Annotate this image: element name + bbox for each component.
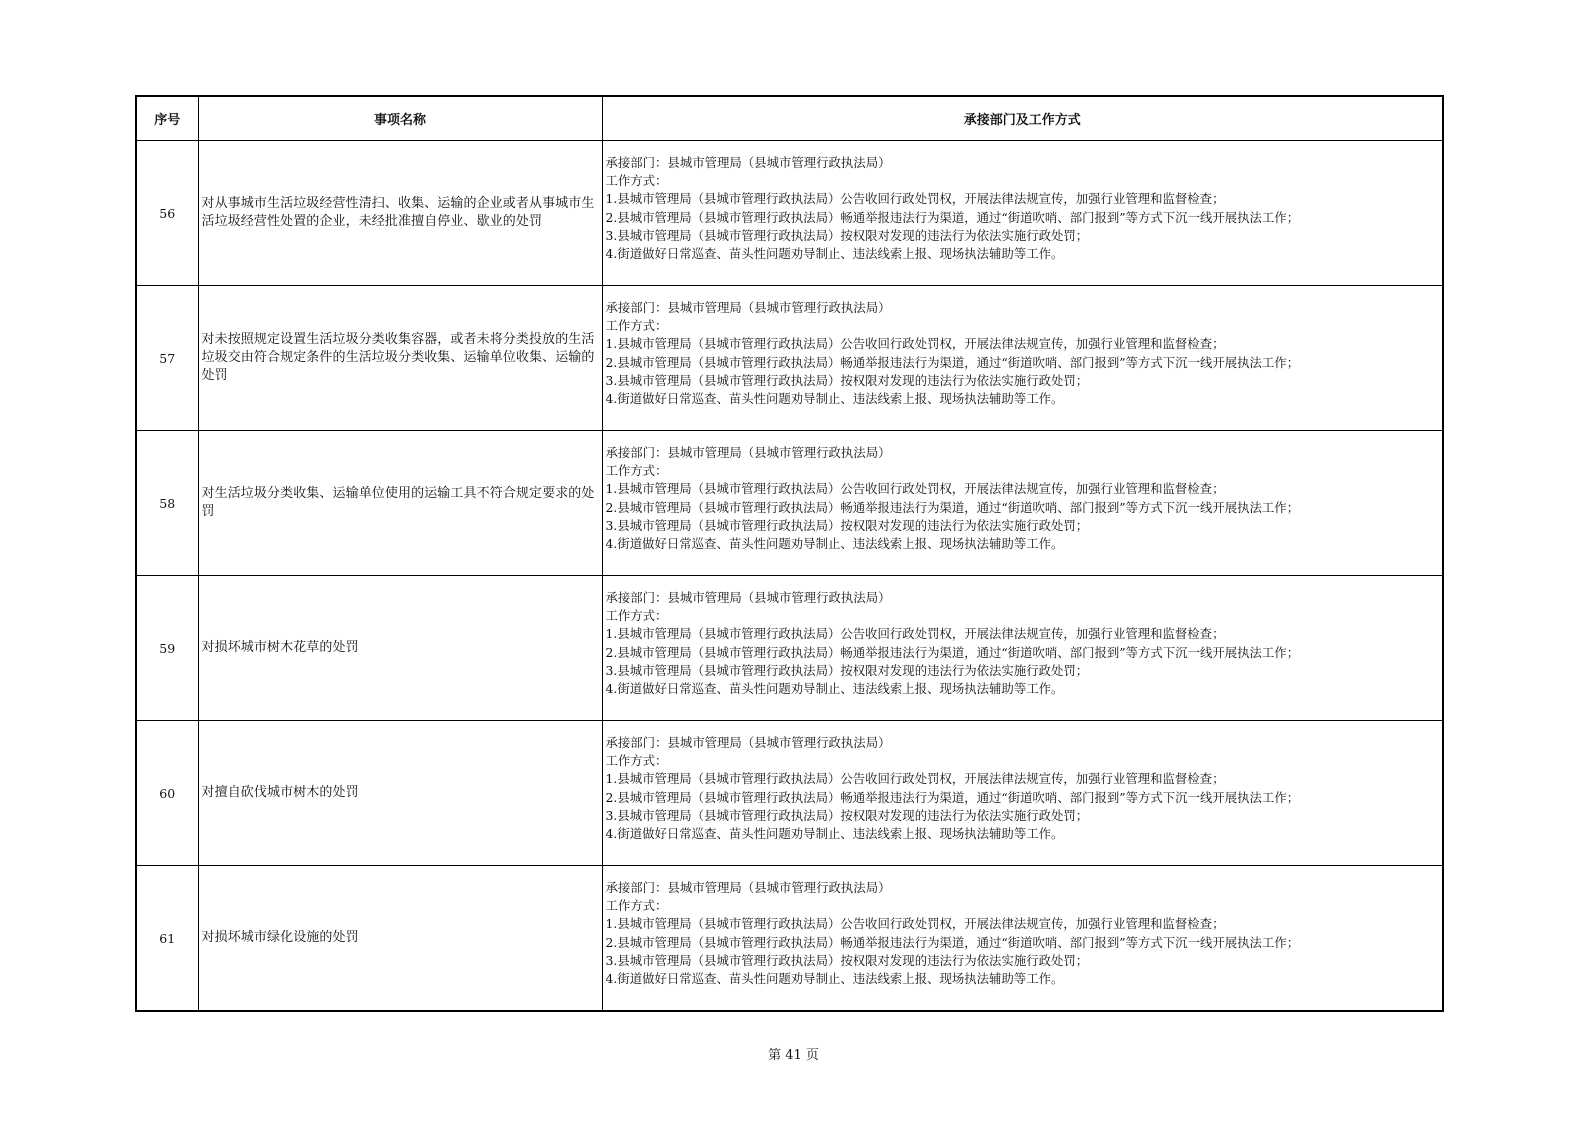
row-item-name: 对生活垃圾分类收集、运输单位使用的运输工具不符合规定要求的处罚 [198,431,602,576]
department-method-line: 承接部门：县城市管理局（县城市管理行政执法局） [605,880,891,895]
department-method-line: 2.县城市管理局（县城市管理行政执法局）畅通举报违法行为渠道，通过“街道吹哨、部门报到”等方式下沉一线开展执法工作； [605,934,1300,950]
table-body [136,141,1443,1012]
header-item-name: 事项名称 [198,96,602,141]
row-serial-number: 59 [136,576,198,721]
department-method-line: 3.县城市管理局（县城市管理行政执法局）按权限对发现的违法行为依法实施行政处罚； [605,952,1089,968]
department-method-line: 4.街道做好日常巡查、苗头性问题劝导制止、违法线索上报、现场执法辅助等工作。 [605,971,1064,987]
row-department-method [602,141,1443,286]
row-department-method [602,721,1443,866]
department-method-line: 1.县城市管理局（县城市管理行政执法局）公告收回行政处罚权，开展法律法规宣传，加强行业管理和监督检查； [605,336,1225,352]
department-method-line: 承接部门：县城市管理局（县城市管理行政执法局） [605,300,891,315]
department-method-line: 3.县城市管理局（县城市管理行政执法局）按权限对发现的违法行为依法实施行政处罚； [605,662,1089,678]
department-method-line: 承接部门：县城市管理局（县城市管理行政执法局） [605,445,891,460]
department-method-line: 2.县城市管理局（县城市管理行政执法局）畅通举报违法行为渠道，通过“街道吹哨、部门报到”等方式下沉一线开展执法工作； [605,644,1300,660]
row-serial-number: 61 [136,866,198,1012]
table-row [136,286,1443,431]
department-method-line: 2.县城市管理局（县城市管理行政执法局）畅通举报违法行为渠道，通过“街道吹哨、部门报到”等方式下沉一线开展执法工作； [605,209,1300,225]
row-department-method [602,866,1443,1012]
row-department-method [602,286,1443,431]
department-method-line: 3.县城市管理局（县城市管理行政执法局）按权限对发现的违法行为依法实施行政处罚； [605,807,1089,823]
department-method-line: 工作方式： [605,318,668,334]
row-department-method [602,431,1443,576]
row-item-name: 对从事城市生活垃圾经营性清扫、收集、运输的企业或者从事城市生活垃圾经营性处置的企业，未经批准擅自停业、歇业的处罚 [198,141,602,286]
item-table [135,95,1444,1012]
department-method-line: 2.县城市管理局（县城市管理行政执法局）畅通举报违法行为渠道，通过“街道吹哨、部门报到”等方式下沉一线开展执法工作； [605,789,1300,805]
header-serial-number: 序号 [136,96,198,141]
header-row [136,96,1443,141]
department-method-line: 1.县城市管理局（县城市管理行政执法局）公告收回行政处罚权，开展法律法规宣传，加强行业管理和监督检查； [605,481,1225,497]
row-item-name: 对未按照规定设置生活垃圾分类收集容器，或者未将分类投放的生活垃圾交由符合规定条件的生活垃圾分类收集、运输单位收集、运输的处罚 [198,286,602,431]
row-serial-number: 57 [136,286,198,431]
row-serial-number: 58 [136,431,198,576]
department-method-line: 1.县城市管理局（县城市管理行政执法局）公告收回行政处罚权，开展法律法规宣传，加强行业管理和监督检查； [605,191,1225,207]
department-method-line: 工作方式： [605,608,668,624]
table-row [136,431,1443,576]
department-method-line: 工作方式： [605,898,668,914]
department-method-line: 承接部门：县城市管理局（县城市管理行政执法局） [605,735,891,750]
table-header [136,96,1443,141]
table-row [136,866,1443,1012]
department-method-line: 承接部门：县城市管理局（县城市管理行政执法局） [605,590,891,605]
department-method-line: 4.街道做好日常巡查、苗头性问题劝导制止、违法线索上报、现场执法辅助等工作。 [605,826,1064,842]
department-method-line: 承接部门：县城市管理局（县城市管理行政执法局） [605,155,891,170]
department-method-line: 工作方式： [605,463,668,479]
row-item-name: 对擅自砍伐城市树木的处罚 [198,721,602,866]
department-method-line: 1.县城市管理局（县城市管理行政执法局）公告收回行政处罚权，开展法律法规宣传，加强行业管理和监督检查； [605,626,1225,642]
department-method-line: 3.县城市管理局（县城市管理行政执法局）按权限对发现的违法行为依法实施行政处罚； [605,372,1089,388]
department-method-line: 2.县城市管理局（县城市管理行政执法局）畅通举报违法行为渠道，通过“街道吹哨、部门报到”等方式下沉一线开展执法工作； [605,499,1300,515]
department-method-line: 工作方式： [605,173,668,189]
department-method-line: 3.县城市管理局（县城市管理行政执法局）按权限对发现的违法行为依法实施行政处罚； [605,227,1089,243]
row-item-name: 对损坏城市树木花草的处罚 [198,576,602,721]
table-row [136,721,1443,866]
row-item-name: 对损坏城市绿化设施的处罚 [198,866,602,1012]
header-department-method: 承接部门及工作方式 [602,96,1443,141]
department-method-line: 4.街道做好日常巡查、苗头性问题劝导制止、违法线索上报、现场执法辅助等工作。 [605,536,1064,552]
row-department-method [602,576,1443,721]
page-number: 第 41 页 [768,1048,819,1063]
row-serial-number: 56 [136,141,198,286]
department-method-line: 1.县城市管理局（县城市管理行政执法局）公告收回行政处罚权，开展法律法规宣传，加强行业管理和监督检查； [605,771,1225,787]
department-method-line: 4.街道做好日常巡查、苗头性问题劝导制止、违法线索上报、现场执法辅助等工作。 [605,681,1064,697]
table-row [136,576,1443,721]
department-method-line: 工作方式： [605,753,668,769]
department-method-line: 3.县城市管理局（县城市管理行政执法局）按权限对发现的违法行为依法实施行政处罚； [605,517,1089,533]
department-method-line: 2.县城市管理局（县城市管理行政执法局）畅通举报违法行为渠道，通过“街道吹哨、部门报到”等方式下沉一线开展执法工作； [605,354,1300,370]
department-method-line: 4.街道做好日常巡查、苗头性问题劝导制止、违法线索上报、现场执法辅助等工作。 [605,391,1064,407]
row-serial-number: 60 [136,721,198,866]
department-method-line: 4.街道做好日常巡查、苗头性问题劝导制止、违法线索上报、现场执法辅助等工作。 [605,246,1064,262]
department-method-line: 1.县城市管理局（县城市管理行政执法局）公告收回行政处罚权，开展法律法规宣传，加强行业管理和监督检查； [605,916,1225,932]
table-row [136,141,1443,286]
